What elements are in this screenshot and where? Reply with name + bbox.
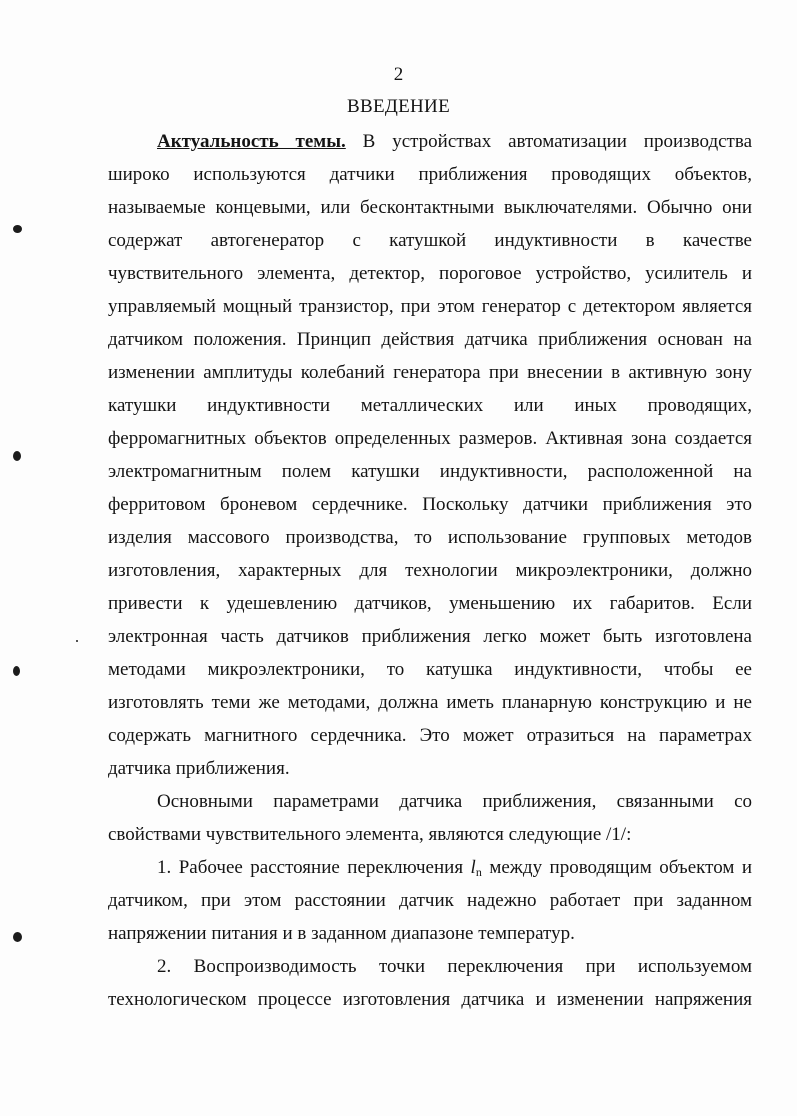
text-line: датчика приближения. — [108, 758, 290, 779]
text-line — [157, 130, 752, 154]
text-fragment: между проводящим объектом и — [489, 857, 752, 878]
list-item-line: 2. Воспроизводимость точки переключения при используемом — [157, 956, 752, 977]
scan-speck — [13, 225, 22, 233]
text-line: напряжении питания и в заданном диапазоне температур. — [108, 923, 575, 944]
text-line: электронная часть датчиков приближения легко может быть изготовлена — [108, 626, 752, 647]
text-line: изменении амплитуды колебаний генератора при внесении в активную зону — [108, 362, 752, 383]
text-line: электромагнитным полем катушки индуктивности, расположенной на — [108, 461, 752, 482]
scan-speck — [13, 666, 20, 676]
text-line: методами микроэлектроники, то катушка индуктивности, чтобы ее — [108, 659, 752, 680]
text-line: привести к удешевлению датчиков, уменьшению их габаритов. Если — [108, 593, 752, 614]
text-line: изготовления, характерных для технологии микроэлектроники, должно — [108, 560, 752, 581]
text-line: датчиком, при этом расстоянии датчик надежно работает при заданном — [108, 890, 752, 911]
text-fragment: В устройствах автоматизации производства — [362, 131, 752, 152]
text-line: катушки индуктивности металлических или иных проводящих, — [108, 395, 752, 416]
text-line: содержать магнитного сердечника. Это может отразиться на параметрах — [108, 725, 752, 746]
text-fragment: 1. Рабочее расстояние переключения — [157, 857, 464, 878]
text-line: содержат автогенератор с катушкой индуктивности в качестве — [108, 230, 752, 251]
formula-subscript: n — [475, 865, 482, 879]
page-number: 2 — [393, 64, 404, 85]
scan-speck — [13, 932, 22, 942]
text-line: ферритовом броневом сердечнике. Поскольку датчики приближения это — [108, 494, 752, 515]
text-line: управляемый мощный транзистор, при этом генератор с детектором является — [108, 296, 752, 317]
scan-speck — [13, 451, 21, 461]
text-line: широко используются датчики приближения проводящих объектов, — [108, 164, 752, 185]
text-line: технологическом процессе изготовления датчика и изменении напряжения — [108, 989, 752, 1010]
text-line: Основными параметрами датчика приближения, связанными со — [157, 791, 752, 812]
text-line: ферромагнитных объектов определенных размеров. Активная зона создается — [108, 428, 752, 449]
text-line: датчиком положения. Принцип действия датчика приближения основан на — [108, 329, 752, 350]
text-line: изделия массового производства, то использование групповых методов — [108, 527, 752, 548]
text-line: свойствами чувствительного элемента, являются следующие /1/: — [108, 824, 632, 845]
scan-speck — [76, 640, 78, 642]
text-line: называемые концевыми, или бесконтактными выключателями. Обычно они — [108, 197, 752, 218]
list-item-line — [157, 856, 752, 884]
formula-symbol: l — [470, 857, 476, 878]
text-line: изготовлять теми же методами, должна иметь планарную конструкцию и не — [108, 692, 752, 713]
text-line: чувствительного элемента, детектор, пороговое устройство, усилитель и — [108, 263, 752, 284]
relevance-label: Актуальность темы. — [157, 131, 346, 152]
formula — [471, 857, 482, 878]
section-heading: ВВЕДЕНИЕ — [347, 96, 450, 117]
